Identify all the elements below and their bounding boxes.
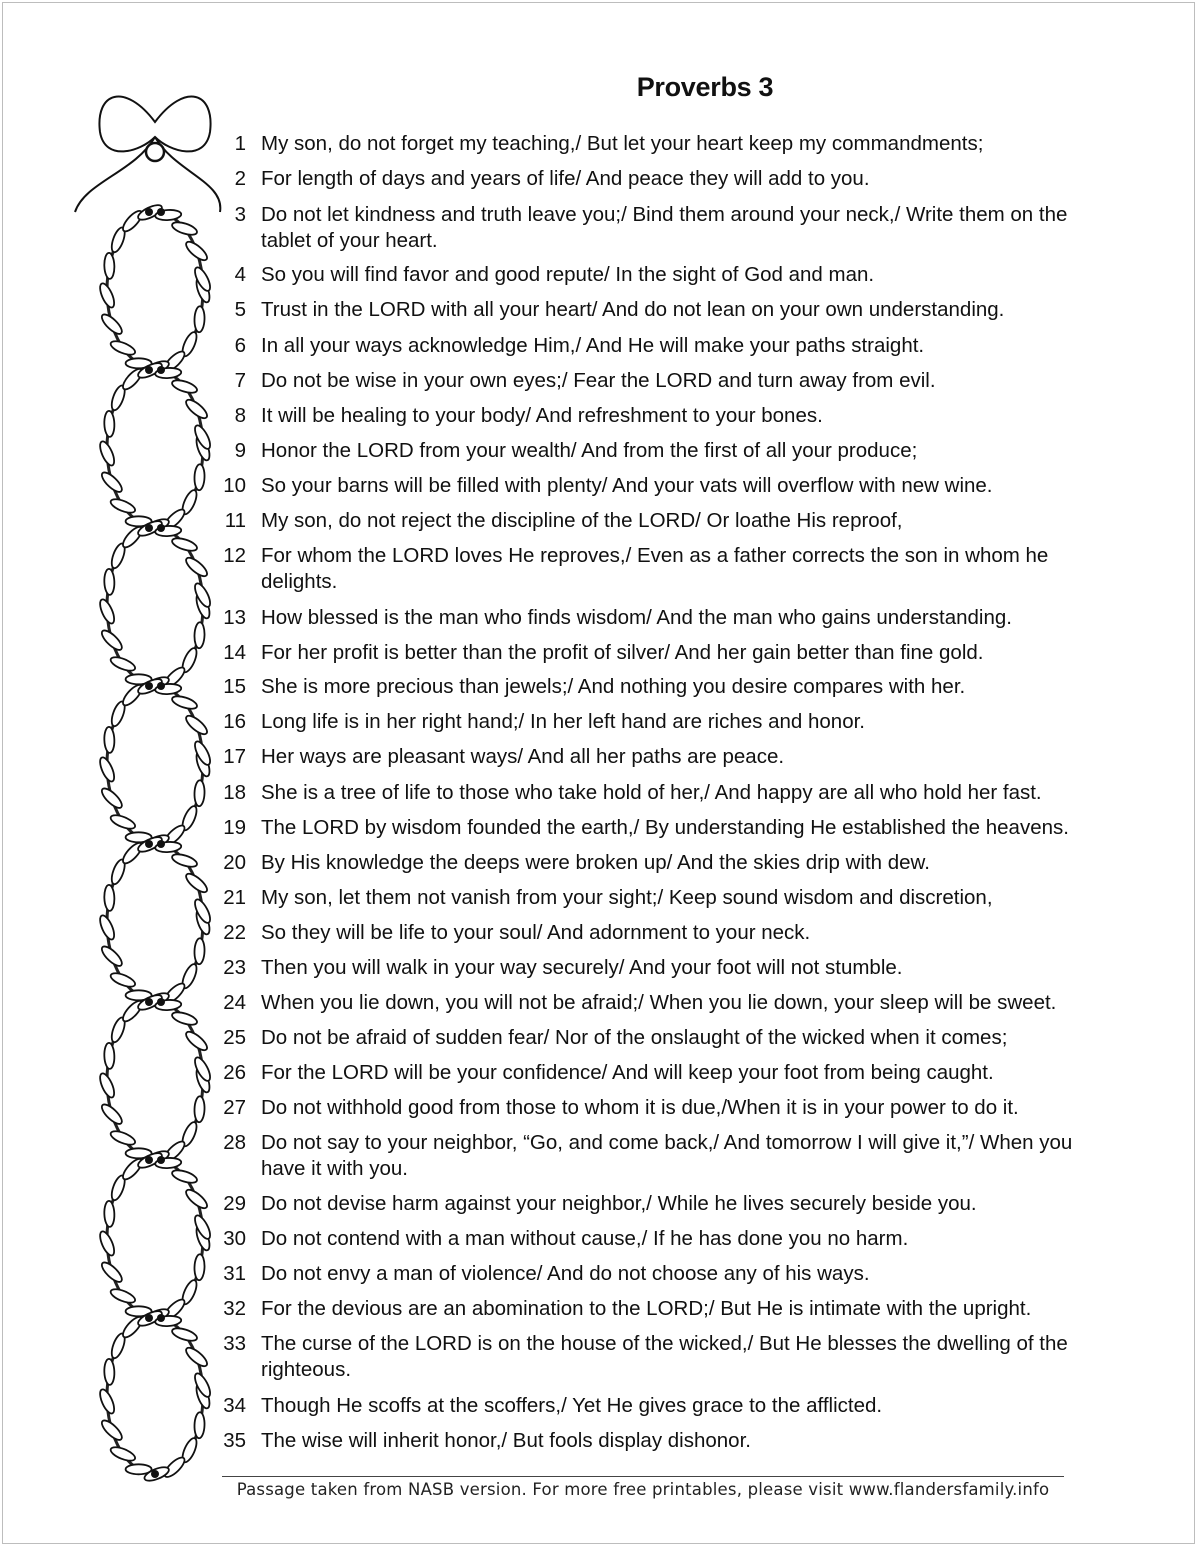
- verse-number: 29: [223, 1192, 246, 1215]
- verse-text: Do not withhold good from those to whom it is due,/When it is in your power to do it.: [261, 1096, 1019, 1119]
- verse-row: [218, 1025, 1098, 1051]
- verse-text: So you will find favor and good repute/ In the sight of God and man.: [261, 263, 875, 286]
- verse-number: 32: [223, 1297, 246, 1320]
- verse-row: [218, 1393, 1098, 1419]
- verse-number: 9: [234, 439, 246, 462]
- verse-row: [218, 605, 1098, 631]
- verse-number: 24: [223, 991, 246, 1014]
- verse-number: 1: [234, 132, 246, 155]
- verse-row: [218, 262, 1098, 288]
- verse-row: [218, 674, 1098, 700]
- verse-row: [218, 885, 1098, 911]
- verse-text: For the LORD will be your confidence/ And will keep your foot from being caught.: [261, 1061, 994, 1084]
- verse-text: In all your ways acknowledge Him,/ And He will make your paths straight.: [261, 334, 925, 357]
- verse-row: [218, 1261, 1098, 1287]
- verse-number: 19: [223, 816, 246, 839]
- verse-number: 17: [223, 745, 246, 768]
- verse-row: [218, 1296, 1098, 1322]
- verse-number: 18: [223, 781, 246, 804]
- verse-number: 26: [223, 1061, 246, 1084]
- verse-text: How blessed is the man who finds wisdom/ And the man who gains understanding.: [261, 606, 1012, 629]
- verse-number: 4: [234, 263, 246, 286]
- verse-row: [218, 990, 1098, 1016]
- verse-number: 7: [234, 369, 246, 392]
- verse-row: [218, 438, 1098, 464]
- verse-text: My son, do not reject the discipline of the LORD/ Or loathe His reproof,: [261, 509, 903, 532]
- verse-number: 5: [234, 298, 246, 321]
- verse-number: 10: [223, 474, 246, 497]
- verse-row: [218, 744, 1098, 770]
- verse-text: For length of days and years of life/ And peace they will add to you.: [261, 167, 870, 190]
- verse-text: She is a tree of life to those who take hold of her,/ And happy are all who hold her fast.: [261, 781, 1042, 804]
- verse-row: [218, 297, 1098, 323]
- verse-text: Do not let kindness and truth leave you;/ Bind them around your neck,/ Write them on the tablet of your heart.: [261, 203, 1068, 252]
- verse-row: [218, 202, 1098, 254]
- verse-text: For whom the LORD loves He reproves,/ Even as a father corrects the son in whom he delights.: [261, 544, 1049, 593]
- verse-number: 16: [223, 710, 246, 733]
- verse-number: 15: [223, 675, 246, 698]
- verse-number: 31: [223, 1262, 246, 1285]
- verse-row: [218, 1331, 1098, 1383]
- verse-number: 6: [234, 334, 246, 357]
- footer-credit: Passage taken from NASB version. For more free printables, please visit www.flandersfamily.info: [236, 1480, 1050, 1499]
- verse-row: [218, 131, 1098, 157]
- verse-number: 12: [223, 544, 246, 567]
- verse-text: So they will be life to your soul/ And adornment to your neck.: [261, 921, 811, 944]
- verse-number: 25: [223, 1026, 246, 1049]
- verse-row: [218, 815, 1098, 841]
- verse-row: [218, 955, 1098, 981]
- verse-text: The curse of the LORD is on the house of the wicked,/ But He blesses the dwelling of the righteous.: [261, 1332, 1068, 1381]
- verse-text: So your barns will be filled with plenty/ And your vats will overflow with new wine.: [261, 474, 993, 497]
- verse-row: [218, 473, 1098, 499]
- verse-row: [218, 1095, 1098, 1121]
- verse-text: Long life is in her right hand;/ In her left hand are riches and honor.: [261, 710, 865, 733]
- verse-row: [218, 1226, 1098, 1252]
- verse-row: [218, 780, 1098, 806]
- verse-number: 27: [223, 1096, 246, 1119]
- verse-number: 23: [223, 956, 246, 979]
- verse-row: [218, 920, 1098, 946]
- verse-text: My son, let them not vanish from your sight;/ Keep sound wisdom and discretion,: [261, 886, 993, 909]
- verse-row: [218, 368, 1098, 394]
- verse-row: [218, 508, 1098, 534]
- verse-text: Trust in the LORD with all your heart/ And do not lean on your own understanding.: [261, 298, 1005, 321]
- verse-text: For her profit is better than the profit of silver/ And her gain better than fine gold.: [261, 641, 984, 664]
- verse-text: By His knowledge the deeps were broken up/ And the skies drip with dew.: [261, 851, 930, 874]
- verse-number: 28: [223, 1131, 246, 1154]
- verse-text: Do not contend with a man without cause,/ If he has done you no harm.: [261, 1227, 909, 1250]
- verse-text: Honor the LORD from your wealth/ And from the first of all your produce;: [261, 439, 918, 462]
- verse-row: [218, 850, 1098, 876]
- verse-text: Her ways are pleasant ways/ And all her paths are peace.: [261, 745, 785, 768]
- verse-number: 3: [234, 203, 246, 226]
- verse-number: 35: [223, 1429, 246, 1452]
- verse-number: 30: [223, 1227, 246, 1250]
- verse-text: For the devious are an abomination to the LORD;/ But He is intimate with the upright.: [261, 1297, 1032, 1320]
- verse-row: [218, 1060, 1098, 1086]
- verse-text: The wise will inherit honor,/ But fools display dishonor.: [261, 1429, 751, 1452]
- verse-text: Do not envy a man of violence/ And do not choose any of his ways.: [261, 1262, 870, 1285]
- verse-row: [218, 709, 1098, 735]
- verse-number: 22: [223, 921, 246, 944]
- verse-text: Do not be afraid of sudden fear/ Nor of the onslaught of the wicked when it comes;: [261, 1026, 1008, 1049]
- verse-text: The LORD by wisdom founded the earth,/ By understanding He established the heavens.: [261, 816, 1069, 839]
- verse-text: She is more precious than jewels;/ And nothing you desire compares with her.: [261, 675, 966, 698]
- verse-number: 11: [224, 509, 246, 532]
- verse-text: Do not say to your neighbor, “Go, and come back,/ And tomorrow I will give it,”/ When you have it with you.: [261, 1131, 1073, 1180]
- verse-text: Though He scoffs at the scoffers,/ Yet He gives grace to the afflicted.: [261, 1394, 883, 1417]
- verse-text: Do not be wise in your own eyes;/ Fear the LORD and turn away from evil.: [261, 369, 936, 392]
- verse-text: When you lie down, you will not be afraid;/ When you lie down, your sleep will be sweet.: [261, 991, 1057, 1014]
- verse-number: 14: [223, 641, 246, 664]
- verse-row: [218, 1191, 1098, 1217]
- verse-row: [218, 543, 1098, 595]
- verse-number: 13: [223, 606, 246, 629]
- verse-text: My son, do not forget my teaching,/ But let your heart keep my commandments;: [261, 132, 984, 155]
- verse-row: [218, 333, 1098, 359]
- verse-number: 21: [223, 886, 246, 909]
- verse-text: Then you will walk in your way securely/ And your foot will not stumble.: [261, 956, 903, 979]
- verse-text: It will be healing to your body/ And refreshment to your bones.: [261, 404, 823, 427]
- verse-text: Do not devise harm against your neighbor,/ While he lives securely beside you.: [261, 1192, 977, 1215]
- verse-number: 2: [234, 167, 246, 190]
- verse-number: 34: [223, 1394, 246, 1417]
- verse-row: [218, 1130, 1098, 1182]
- footer-divider: [222, 1476, 1064, 1477]
- verse-row: [218, 403, 1098, 429]
- verse-number: 8: [234, 404, 246, 427]
- verse-number: 33: [223, 1332, 246, 1355]
- verse-row: [218, 1428, 1098, 1454]
- verse-row: [218, 166, 1098, 192]
- page-title: Proverbs 3: [636, 72, 774, 102]
- verse-row: [218, 640, 1098, 666]
- verse-number: 20: [223, 851, 246, 874]
